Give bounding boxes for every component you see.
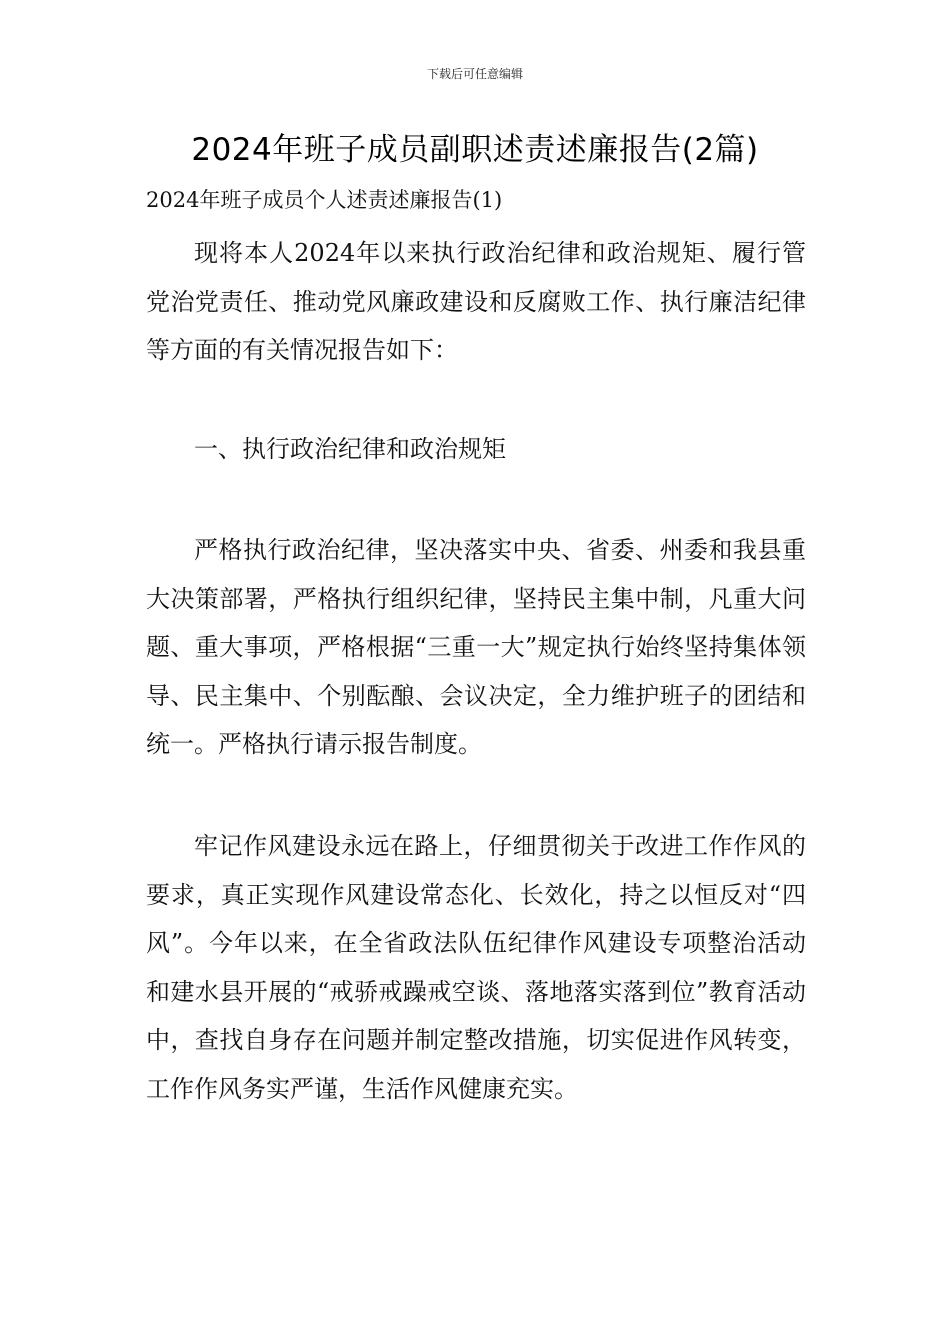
work-style-paragraph: 牢记作风建设永远在路上，仔细贯彻关于改进工作作风的要求，真正实现作风建设常态化、长效化，持之以恒反对“四风”。今年以来，在全省政法队伍纪律作风建设专项整治活动和建水县开展的“戒骄戒躁戒空谈、落地落实落到位”教育活动中，查找自身存在问题并制定整改措施，切实促进作风转变，工作作风务实严谨，生活作风健康充实。 (146, 832, 806, 1103)
discipline-paragraph: 严格执行政治纪律，坚决落实中央、省委、州委和我县重大决策部署，严格执行组织纪律，坚持民主集中制，凡重大问题、重大事项，严格根据“三重一大”规定执行始终坚持集体领导、民主集中、个别酝酿、会议决定，全力维护班子的团结和统一。严格执行请示报告制度。 (146, 536, 806, 759)
document-title: 2024年班子成员副职述责述廉报告(2篇) (191, 132, 759, 168)
intro-paragraph: 现将本人2024年以来执行政治纪律和政治规矩、履行管党治党责任、推动党风廉政建设和反腐败工作、执行廉洁纪律等方面的有关情况报告如下： (146, 239, 806, 365)
section-heading-political-discipline: 一、执行政治纪律和政治规矩 (194, 435, 506, 463)
header-note: 下载后可任意编辑 (426, 67, 523, 81)
report-subtitle: 2024年班子成员个人述责述廉报告(1) (146, 188, 503, 212)
